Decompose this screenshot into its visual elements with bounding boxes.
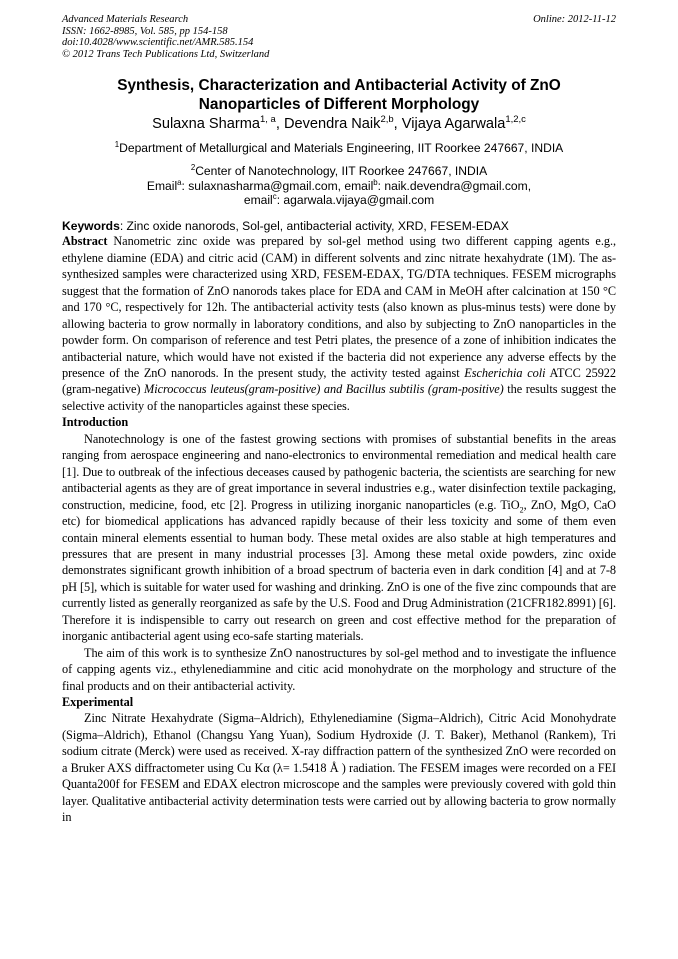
keywords-text: : Zinc oxide nanorods, Sol-gel, antibacterial activity, XRD, FESEM-EDAX — [119, 218, 509, 233]
affiliation-mark: 1 — [114, 140, 120, 150]
author-affiliation-mark: 1,2,c — [505, 114, 526, 126]
journal-header — [62, 14, 616, 60]
paper-body — [62, 233, 616, 825]
subscript: 2 — [519, 505, 524, 515]
author-affiliation-mark: 1, a — [260, 114, 276, 126]
author-affiliation-mark: 2,b — [380, 114, 394, 126]
online-date: Online: 2012-11-12 — [533, 14, 616, 25]
title-line-1: Synthesis, Characterization and Antibacterial Activity of ZnO — [117, 77, 561, 95]
abstract-text: Nanometric zinc oxide was prepared by sol-gel method using two different capping agents e.g., ethylene diamine (EDA) and citric acid (CAM) in different solvents and zinc nitrate hexahydrate (1M). The as-synthesized samples were characterized using XRD, FESEM-EDAX, TG/DTA techniques. FESEM micrographs suggest that the formation of ZnO nanorods takes place for EDA and CAM in MeOH after calcination at 150 °C and 170 °C, respectively for 12h. The antibacterial activity tests (also known as plus-minus tests) were done by allowing bacteria to grow normally in laboratory conditions, and also by subjecting to ZnO nanoparticles in the powder form. On comparison of reference and test Petri plates, the presence of a zone of inhibition indicates the antibacterial nature, which would have not existed if the bacteria did not experience any adverse effects by the presence of the ZnO nanorods. In the present study, the activity tested against — [62, 234, 616, 380]
email-line-2 — [62, 193, 616, 208]
email-address: : naik.devendra@gmail.com, — [377, 178, 532, 193]
keywords-label: Keywords — [62, 218, 120, 233]
doi-line: doi:10.4028/www.scientific.net/AMR.585.154 — [62, 37, 254, 49]
email-line-1 — [62, 179, 616, 194]
title-line-2: Nanoparticles of Different Morphology — [198, 95, 480, 113]
email-mark: b — [373, 177, 378, 187]
paper-title — [62, 77, 616, 114]
affiliation-text: Department of Metallurgical and Materials Engineering, IIT Roorkee 247667, INDIA — [119, 141, 564, 156]
email-label: Email — [146, 178, 178, 193]
keywords-line — [62, 219, 616, 234]
email-address: : agarwala.vijaya@gmail.com — [276, 193, 435, 208]
email-mark: a — [177, 177, 182, 187]
email-address: : sulaxnasharma@gmail.com, email — [181, 178, 374, 193]
journal-name: Advanced Materials Research — [62, 14, 189, 25]
author-separator: , — [275, 116, 284, 133]
affiliation-text: Center of Nanotechnology, IIT Roorkee 247667, INDIA — [195, 163, 488, 178]
issn-line: ISSN: 1662-8985, Vol. 585, pp 154-158 — [62, 25, 228, 37]
abstract-label: Abstract — [62, 234, 108, 249]
section-heading-experimental: Experimental — [62, 695, 134, 710]
abstract-text: ATCC 25922 (gram-negative) — [62, 365, 616, 397]
section-heading-introduction: Introduction — [62, 415, 129, 430]
intro-text: , ZnO, MgO, CaO etc) for biomedical applications has advanced rapidly because of their less toxicity and some of them even contain mineral elements essential to human body. These metal oxides are also stable at high temperatures and pressures that are present in many industrial processes [3]. Among these metal oxide powders, zinc oxide demonstrates significant growth inhibition of a broad spectrum of bacteria even in dark condition [4] and at 7-8 pH [5], which is suitable for water used for washing and drinking. ZnO is one of the five zinc compounds that are currently listed as generally reorganized as safe by the U.S. Food and Drug Administration (21CFR182.8991) [6]. Therefore it is indispensible to carry out research on green and cost effective method for the preparation of inorganic antibacterial agent using eco-safe starting materials. — [62, 497, 616, 644]
introduction-paragraph-1 — [62, 431, 616, 645]
author-name: Devendra Naik — [283, 116, 381, 133]
experimental-paragraph-1: Zinc Nitrate Hexahydrate (Sigma–Aldrich), Ethylenediamine (Sigma–Aldrich), Citric Acid Monohydrate (Sigma–Aldrich), Ethanol (Changsu Yang Yuan), Sodium Hydroxide (J. T. Baker), Methanol (Rankem), Tri sodium citrate (Merck) were used as received. X-ray diffraction pattern of the synthesized ZnO were recorded on a Bruker AXS diffractometer using Cu Kα (λ= 1.5418 Å ) radiation. The FESEM images were recorded on a FEI Quanta200f for FESEM and EDAX electron microscope and the samples were previously covered with gold thin layer. Qualitative antibacterial activity determination tests were carried out by allowing bacteria to grow normally in — [62, 711, 616, 825]
organism-name: Micrococcus leuteus(gram-positive) and Bacillus subtilis (gram-positive) — [144, 382, 504, 397]
copyright-line: © 2012 Trans Tech Publications Ltd, Switzerland — [62, 48, 270, 60]
abstract-text: the results suggest the selective activity of the nanoparticles against these species. — [62, 382, 617, 413]
author-separator: , — [393, 116, 402, 133]
affiliation-1 — [62, 141, 616, 156]
organism-name: Escherichia coli — [464, 365, 546, 380]
author-name: Vijaya Agarwala — [401, 116, 506, 133]
email-mark: c — [272, 192, 277, 202]
email-label: email — [243, 193, 273, 208]
affiliation-mark: 2 — [190, 162, 196, 172]
intro-text: Nanotechnology is one of the fastest growing sections with promises of substantial benefits in the areas ranging from aerospace engineering and nano-electronics to environmental remediation and medical health care [1]. Due to outbreak of the infectious deceases caused by pathogenic bacteria, the scientists are searching for new antibacterial agents as they are of great importance in several industries e.g., water disinfection textile packaging, construction, medicine, food, etc [2]. Progress in utilizing inorganic nanoparticles (e.g. TiO — [62, 431, 616, 512]
abstract-paragraph — [62, 233, 616, 414]
author-list — [62, 115, 616, 134]
introduction-paragraph-2: The aim of this work is to synthesize ZnO nanostructures by sol-gel method and to investigate the influence of capping agents viz., ethylenediammine and citic acid monohydrate on the morphology and structure of the final products and on their antibacterial activity. — [62, 645, 616, 693]
affiliation-2 — [62, 164, 616, 179]
author-name: Sulaxna Sharma — [152, 116, 260, 133]
